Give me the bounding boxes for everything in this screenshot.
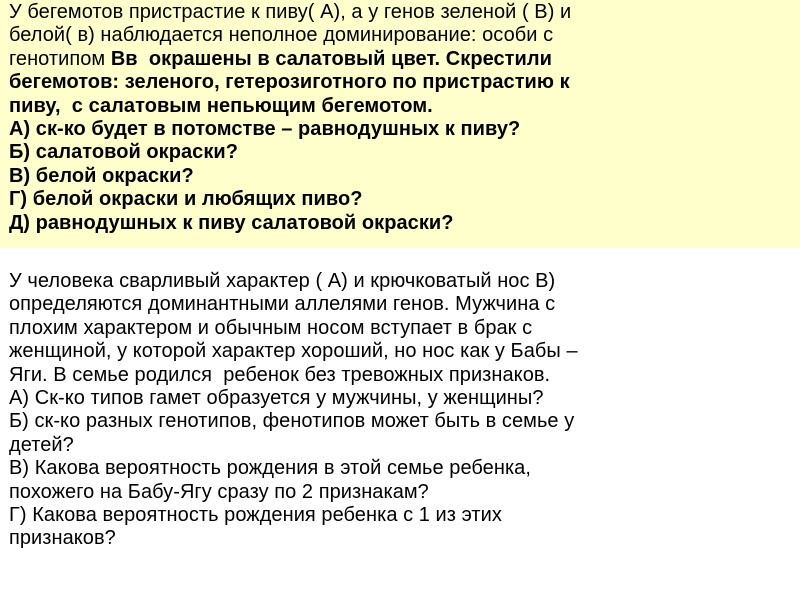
problem-1-question-v: В) белой окраски? <box>9 164 194 187</box>
problem-1-block <box>0 0 800 248</box>
problem-1-question-d: Д) равнодушных к пиву салатовой окраски? <box>9 211 454 234</box>
problem-1-line-5: пиву, с салатовым непьющим бегемотом. <box>9 94 433 117</box>
problem-2-line: плохим характером и обычным носом вступает в брак с <box>9 316 533 339</box>
problem-1-question-g: Г) белой окраски и любящих пиво? <box>9 188 363 211</box>
problem-1-question-b: Б) салатовой окраски? <box>9 141 239 164</box>
problem-1-line-3 <box>9 48 800 71</box>
problem-2-question-v-cont: похожего на Бабу-Ягу сразу по 2 признакам? <box>9 480 429 503</box>
problem-2-line: определяются доминантными аллелями генов. Мужчина с <box>9 293 556 316</box>
problem-2-question-a: А) Ск-ко типов гамет образуется у мужчины, у женщины? <box>9 387 544 410</box>
problem-2-question-v: В) Какова вероятность рождения в этой семье ребенка, <box>9 457 531 480</box>
problem-2-line: Яги. В семье родился ребенок без тревожных признаков. <box>9 363 551 386</box>
problem-2-line: женщиной, у которой характер хороший, но нос как у Бабы – <box>9 340 578 363</box>
problem-2-line: У человека сварливый характер ( А) и крючковатый нос В) <box>9 270 556 292</box>
problem-2-question-g-cont: признаков? <box>9 527 116 550</box>
problem-1-line-2: белой( в) наблюдается неполное доминирование: особи с <box>9 24 554 47</box>
problem-2-question-b-cont: детей? <box>9 433 74 456</box>
problem-1-question-a: А) ск-ко будет в потомстве – равнодушных к пиву? <box>9 118 521 141</box>
problem-2-question-b: Б) ск-ко разных генотипов, фенотипов может быть в семье у <box>9 410 575 433</box>
problem-1-line-1: У бегемотов пристрастие к пиву( А), а у генов зеленой ( В) и <box>9 1 572 23</box>
problem-2-block <box>0 270 800 570</box>
problem-1-line-3-plain: генотипом <box>9 47 111 70</box>
problem-2-question-g: Г) Какова вероятность рождения ребенка с 1 из этих <box>9 504 502 527</box>
problem-1-line-3-bold: Вв окрашены в салатовый цвет. Скрестили <box>110 47 552 70</box>
problem-1-line-4: бегемотов: зеленого, гетерозиготного по пристрастию к <box>9 71 570 94</box>
